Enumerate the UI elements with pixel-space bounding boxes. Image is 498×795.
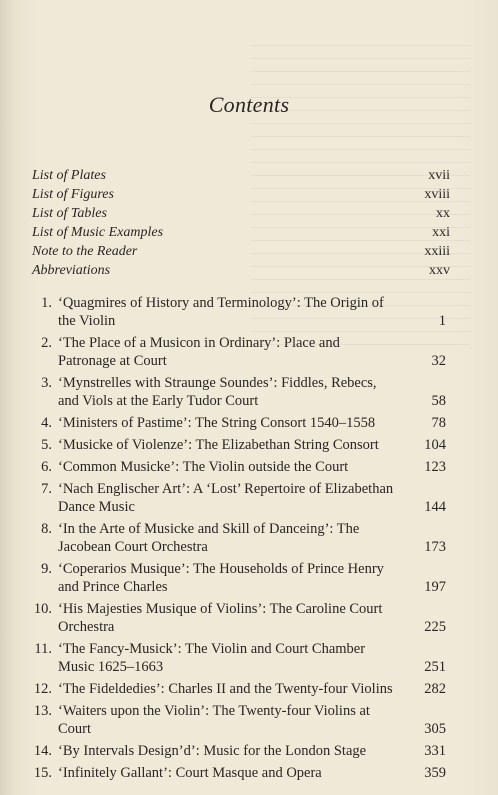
front-matter-page: xxv xyxy=(429,263,450,278)
front-matter-item[interactable] xyxy=(32,187,450,206)
front-matter-item[interactable] xyxy=(32,168,450,187)
front-matter-item[interactable] xyxy=(32,244,450,263)
front-matter-item[interactable] xyxy=(32,263,450,282)
chapter-title: ‘Waiters upon the Violin’: The Twenty-four Violins at Court xyxy=(58,703,370,737)
chapter-entry[interactable] xyxy=(24,414,446,432)
chapter-page: 104 xyxy=(424,437,446,453)
front-matter-page: xviii xyxy=(424,187,450,202)
chapter-page: 32 xyxy=(431,353,446,369)
chapter-title: ‘Coperarios Musique’: The Households of Prince Henry and Prince Charles xyxy=(58,561,384,595)
chapter-page: 197 xyxy=(424,579,446,595)
front-matter-page: xvii xyxy=(428,168,450,183)
chapter-list xyxy=(24,294,446,786)
chapter-title: ‘Quagmires of History and Terminology’: The Origin of the Violin xyxy=(58,295,384,329)
chapter-number: 3. xyxy=(41,375,52,391)
chapter-number: 13. xyxy=(33,703,52,719)
chapter-number: 4. xyxy=(41,415,52,431)
chapter-page: 305 xyxy=(424,721,446,737)
chapter-number: 14. xyxy=(33,743,52,759)
chapter-entry[interactable] xyxy=(24,480,446,516)
chapter-entry[interactable] xyxy=(24,334,446,370)
chapter-number: 6. xyxy=(41,459,52,475)
front-matter-label: List of Figures xyxy=(32,187,114,202)
chapter-entry[interactable] xyxy=(24,458,446,476)
chapter-title: ‘Infinitely Gallant’: Court Masque and Opera xyxy=(58,765,322,781)
chapter-page: 58 xyxy=(431,393,446,409)
front-matter-page: xxi xyxy=(432,225,450,240)
chapter-entry[interactable] xyxy=(24,436,446,454)
chapter-entry[interactable] xyxy=(24,374,446,410)
chapter-entry[interactable] xyxy=(24,560,446,596)
front-matter-item[interactable] xyxy=(32,206,450,225)
chapter-title: ‘Mynstrelles with Straunge Soundes’: Fiddles, Rebecs, and Viols at the Early Tudor Court xyxy=(58,375,377,409)
chapter-title: ‘Common Musicke’: The Violin outside the Court xyxy=(58,459,349,475)
chapter-entry[interactable] xyxy=(24,600,446,636)
chapter-page: 78 xyxy=(431,415,446,431)
chapter-entry[interactable] xyxy=(24,294,446,330)
chapter-title: ‘His Majesties Musique of Violins’: The Caroline Court Orchestra xyxy=(58,601,383,635)
chapter-page: 173 xyxy=(424,539,446,555)
chapter-title: ‘In the Arte of Musicke and Skill of Danceing’: The Jacobean Court Orchestra xyxy=(58,521,360,555)
chapter-page: 225 xyxy=(424,619,446,635)
chapter-number: 1. xyxy=(41,295,52,311)
chapter-number: 7. xyxy=(41,481,52,497)
chapter-page: 331 xyxy=(424,743,446,759)
front-matter-label: Note to the Reader xyxy=(32,244,138,259)
front-matter-list xyxy=(32,168,450,282)
contents-heading: Contents xyxy=(208,92,290,117)
chapter-number: 12. xyxy=(33,681,52,697)
chapter-entry[interactable] xyxy=(24,640,446,676)
front-matter-label: List of Plates xyxy=(32,168,106,183)
chapter-title: ‘The Place of a Musicon in Ordinary’: Place and Patronage at Court xyxy=(58,335,340,369)
chapter-title: ‘Nach Englischer Art’: A ‘Lost’ Repertoire of Elizabethan Dance Music xyxy=(58,481,394,515)
chapter-page: 123 xyxy=(424,459,446,475)
chapter-page: 1 xyxy=(438,313,446,329)
front-matter-label: List of Tables xyxy=(32,206,107,221)
chapter-page: 359 xyxy=(424,765,446,781)
chapter-entry[interactable] xyxy=(24,764,446,782)
chapter-number: 9. xyxy=(41,561,52,577)
chapter-number: 8. xyxy=(41,521,52,537)
chapter-title: ‘Ministers of Pastime’: The String Consort 1540–1558 xyxy=(58,415,376,431)
chapter-title: ‘By Intervals Design’d’: Music for the London Stage xyxy=(58,743,367,759)
chapter-title: ‘The Fancy-Musick’: The Violin and Court Chamber Music 1625–1663 xyxy=(58,641,366,675)
front-matter-label: List of Music Examples xyxy=(32,225,164,240)
chapter-page: 251 xyxy=(424,659,446,675)
chapter-page: 144 xyxy=(424,499,446,515)
chapter-entry[interactable] xyxy=(24,680,446,698)
chapter-number: 11. xyxy=(34,641,52,657)
chapter-number: 2. xyxy=(41,335,52,351)
chapter-entry[interactable] xyxy=(24,702,446,738)
front-matter-label: Abbreviations xyxy=(32,263,111,278)
chapter-title: ‘Musicke of Violenze’: The Elizabethan String Consort xyxy=(58,437,379,453)
chapter-number: 5. xyxy=(41,437,52,453)
chapter-entry[interactable] xyxy=(24,520,446,556)
chapter-number: 10. xyxy=(33,601,52,617)
front-matter-page: xxiii xyxy=(424,244,450,259)
front-matter-page: xx xyxy=(436,206,450,221)
chapter-entry[interactable] xyxy=(24,742,446,760)
chapter-number: 15. xyxy=(33,765,52,781)
front-matter-item[interactable] xyxy=(32,225,450,244)
chapter-title: ‘The Fideldedies’: Charles II and the Twenty-four Violins xyxy=(58,681,393,697)
chapter-page: 282 xyxy=(424,681,446,697)
